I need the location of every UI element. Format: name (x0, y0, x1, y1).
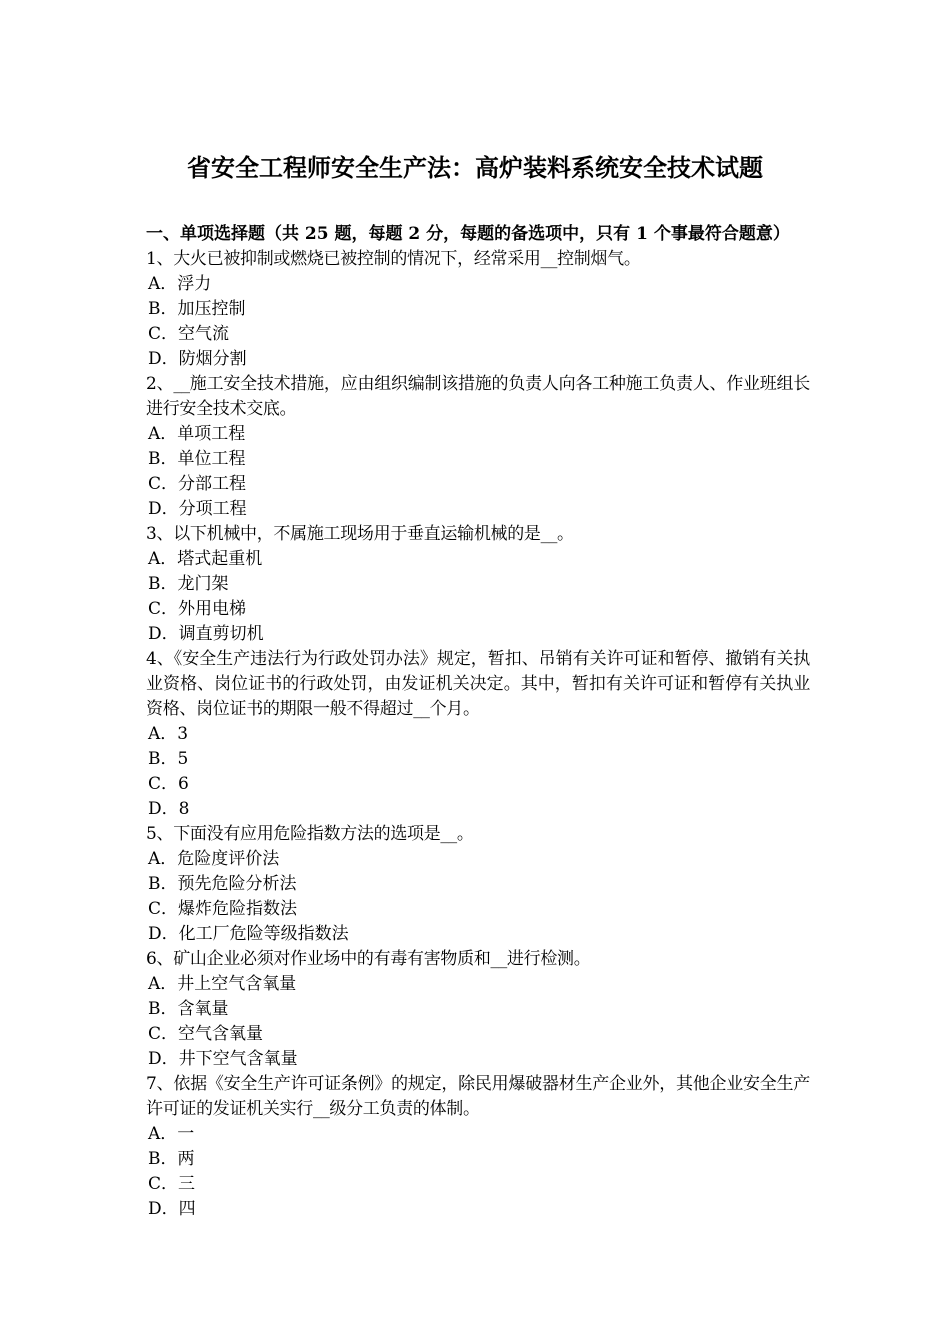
option-d: D．分项工程 (148, 499, 247, 519)
option-c: C．分部工程 (148, 474, 247, 494)
question-text: 5、下面没有应用危险指数方法的选项是__。 (146, 824, 474, 844)
question-4 (146, 647, 810, 822)
question-text: 1、大火已被抑制或燃烧已被控制的情况下，经常采用__控制烟气。 (146, 249, 641, 269)
option-c: C．空气含氧量 (148, 1024, 264, 1044)
option-c: C．爆炸危险指数法 (148, 899, 298, 919)
option-c: C．三 (148, 1174, 196, 1194)
section-heading: 一、单项选择题（共 25 题，每题 2 分，每题的备选项中，只有 1 个事最符合题意） (146, 224, 790, 244)
question-3 (146, 522, 810, 647)
question-text: 4、《安全生产违法行为行政处罚办法》规定，暂扣、吊销有关许可证和暂停、撤销有关执业资格、岗位证书的行政处罚，由发证机关决定。其中，暂扣有关许可证和暂停有关执业资格、岗位证书的期限一般不得超过__个月。 (146, 649, 810, 719)
option-d: D．防烟分割 (148, 349, 247, 369)
question-2 (146, 372, 810, 522)
question-5 (146, 822, 810, 947)
page-title: 省安全工程师安全生产法：高炉装料系统安全技术试题 (187, 153, 763, 182)
option-c: C．6 (148, 774, 189, 794)
option-b: B．龙门架 (148, 574, 229, 594)
question-6 (146, 947, 810, 1072)
question-text: 2、__施工安全技术措施，应由组织编制该措施的负责人向各工种施工负责人、作业班组长进行安全技术交底。 (146, 374, 810, 419)
option-a: A．浮力 (148, 274, 212, 294)
option-a: A．危险度评价法 (148, 849, 280, 869)
option-b: B．预先危险分析法 (148, 874, 297, 894)
option-b: B．5 (148, 749, 189, 769)
question-text: 6、矿山企业必须对作业场中的有毒有害物质和__进行检测。 (146, 949, 591, 969)
option-d: D．化工厂危险等级指数法 (148, 924, 349, 944)
option-d: D．调直剪切机 (148, 624, 264, 644)
option-a: A．井上空气含氧量 (148, 974, 297, 994)
question-text: 3、以下机械中，不属施工现场用于垂直运输机械的是__。 (146, 524, 574, 544)
option-a: A．塔式起重机 (148, 549, 263, 569)
option-b: B．两 (148, 1149, 195, 1169)
option-a: A．3 (148, 724, 189, 744)
question-1 (146, 247, 810, 372)
option-d: D．井下空气含氧量 (148, 1049, 298, 1069)
option-b: B．加压控制 (148, 299, 246, 319)
document-body (146, 222, 810, 1222)
option-a: A．单项工程 (148, 424, 246, 444)
option-b: B．含氧量 (148, 999, 229, 1019)
option-c: C．外用电梯 (148, 599, 247, 619)
option-d: D．四 (148, 1199, 196, 1219)
option-a: A．一 (148, 1124, 195, 1144)
option-c: C．空气流 (148, 324, 230, 344)
option-d: D．8 (148, 799, 190, 819)
option-b: B．单位工程 (148, 449, 246, 469)
question-text: 7、依据《安全生产许可证条例》的规定，除民用爆破器材生产企业外，其他企业安全生产许可证的发证机关实行__级分工负责的体制。 (146, 1074, 810, 1119)
question-7 (146, 1072, 810, 1222)
